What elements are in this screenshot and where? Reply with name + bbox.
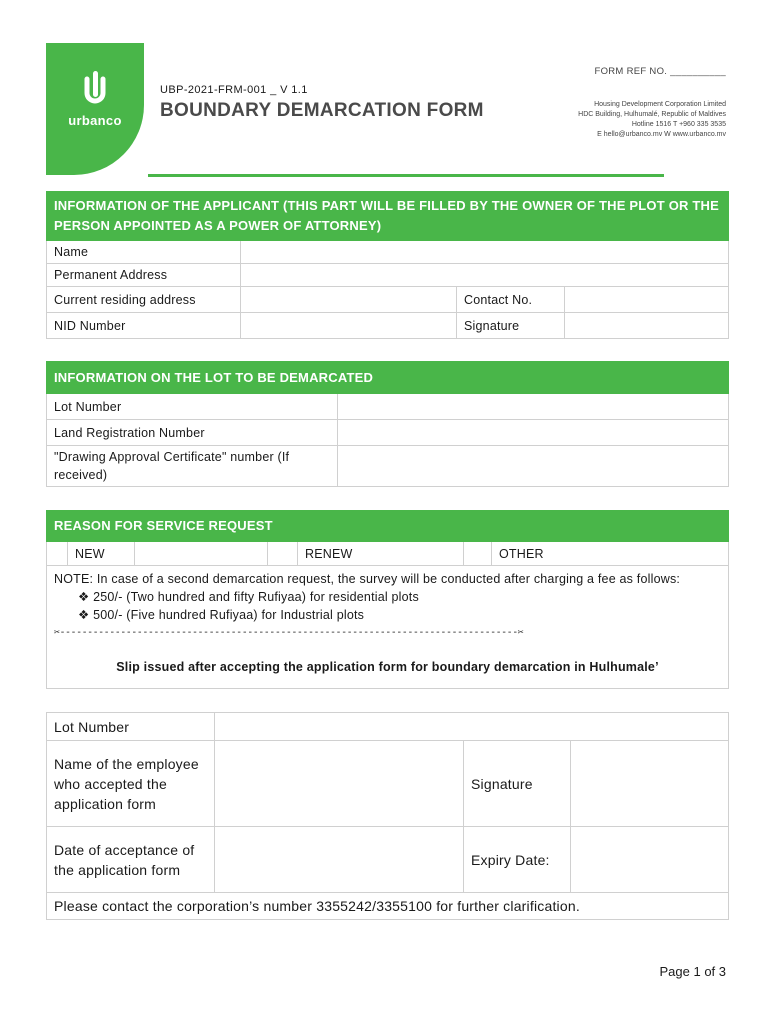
new-option-label: NEW — [68, 542, 135, 566]
slip-title: Slip issued after accepting the application form for boundary demarcation in Hulhumale’ — [47, 646, 729, 688]
slip-signature-label: Signature — [464, 741, 571, 827]
new-checkbox[interactable] — [47, 542, 68, 566]
contact-field[interactable] — [565, 287, 729, 313]
reason-table — [46, 510, 729, 689]
fee-residential: ❖ 250/- (Two hundred and fifty Rufiyaa) for residential plots — [78, 590, 419, 604]
urbanco-mark-icon — [46, 69, 144, 109]
slip-table — [46, 712, 729, 920]
land-reg-field[interactable] — [338, 420, 729, 446]
current-address-field[interactable] — [241, 287, 457, 313]
fee-industrial: ❖ 500/- (Five hundred Rufiyaa) for Industrial plots — [78, 608, 365, 622]
cut-line: ✂-----------------------------------------------------------------------------------✂ — [54, 627, 524, 638]
contact-label: Contact No. — [457, 287, 565, 313]
page-title: BOUNDARY DEMARCATION FORM — [160, 100, 484, 121]
contact-note: Please contact the corporation’s number 3355242/3355100 for further clarification. — [47, 893, 729, 920]
org-phone: Hotline 1516 T +960 335 3535 — [631, 121, 726, 128]
land-reg-label: Land Registration Number — [47, 420, 338, 446]
acceptance-date-field[interactable] — [215, 827, 464, 893]
fee-note-text: NOTE: In case of a second demarcation request, the survey will be conducted after charging a fee as follows: — [54, 572, 681, 586]
acceptance-date-label: Date of acceptance of the application form — [47, 827, 215, 893]
expiry-date-label: Expiry Date: — [464, 827, 571, 893]
applicant-table — [46, 191, 729, 339]
lot-table — [46, 361, 729, 487]
lot-heading: INFORMATION ON THE LOT TO BE DEMARCATED — [47, 362, 729, 394]
employee-field[interactable] — [215, 741, 464, 827]
slip-lot-number-label: Lot Number — [47, 713, 215, 741]
renew-checkbox[interactable] — [268, 542, 298, 566]
drawing-cert-label: "Drawing Approval Certificate" number (If received) — [47, 446, 338, 487]
fee-note — [47, 566, 729, 647]
slip-signature-field[interactable] — [571, 741, 729, 827]
page-number: Page 1 of 3 — [659, 964, 726, 979]
applicant-signature-field[interactable] — [565, 313, 729, 339]
lot-number-label: Lot Number — [47, 394, 338, 420]
applicant-signature-label: Signature — [457, 313, 565, 339]
lot-number-field[interactable] — [338, 394, 729, 420]
form-ref-number: FORM REF NO. __________ — [594, 66, 726, 77]
new-option-blank — [135, 542, 268, 566]
urbanco-logo — [46, 43, 144, 175]
slip-lot-number-field[interactable] — [215, 713, 729, 741]
org-address: HDC Building, Hulhumalé, Republic of Maldives — [578, 111, 726, 118]
org-name: Housing Development Corporation Limited — [594, 101, 726, 108]
org-web: E hello@urbanco.mv W www.urbanco.mv — [597, 131, 726, 138]
applicant-heading: INFORMATION OF THE APPLICANT (THIS PART WILL BE FILLED BY THE OWNER OF THE PLOT OR THE PERSON APPOINTED AS A POWER OF ATTORNEY) — [47, 192, 729, 241]
logo-brand-text: urbanco — [68, 113, 122, 128]
other-checkbox[interactable] — [464, 542, 492, 566]
drawing-cert-field[interactable] — [338, 446, 729, 487]
name-label: Name — [47, 241, 241, 264]
nid-label: NID Number — [47, 313, 241, 339]
reason-heading: REASON FOR SERVICE REQUEST — [47, 511, 729, 542]
current-address-label: Current residing address — [47, 287, 241, 313]
nid-field[interactable] — [241, 313, 457, 339]
other-option-label: OTHER — [492, 542, 729, 566]
form-code: UBP-2021-FRM-001 _ V 1.1 — [160, 84, 308, 96]
employee-label: Name of the employee who accepted the application form — [47, 741, 215, 827]
permanent-address-field[interactable] — [241, 264, 729, 287]
permanent-address-label: Permanent Address — [47, 264, 241, 287]
header-divider — [148, 174, 664, 177]
renew-option-label: RENEW — [298, 542, 464, 566]
expiry-date-field[interactable] — [571, 827, 729, 893]
name-field[interactable] — [241, 241, 729, 264]
organisation-details — [578, 100, 726, 140]
